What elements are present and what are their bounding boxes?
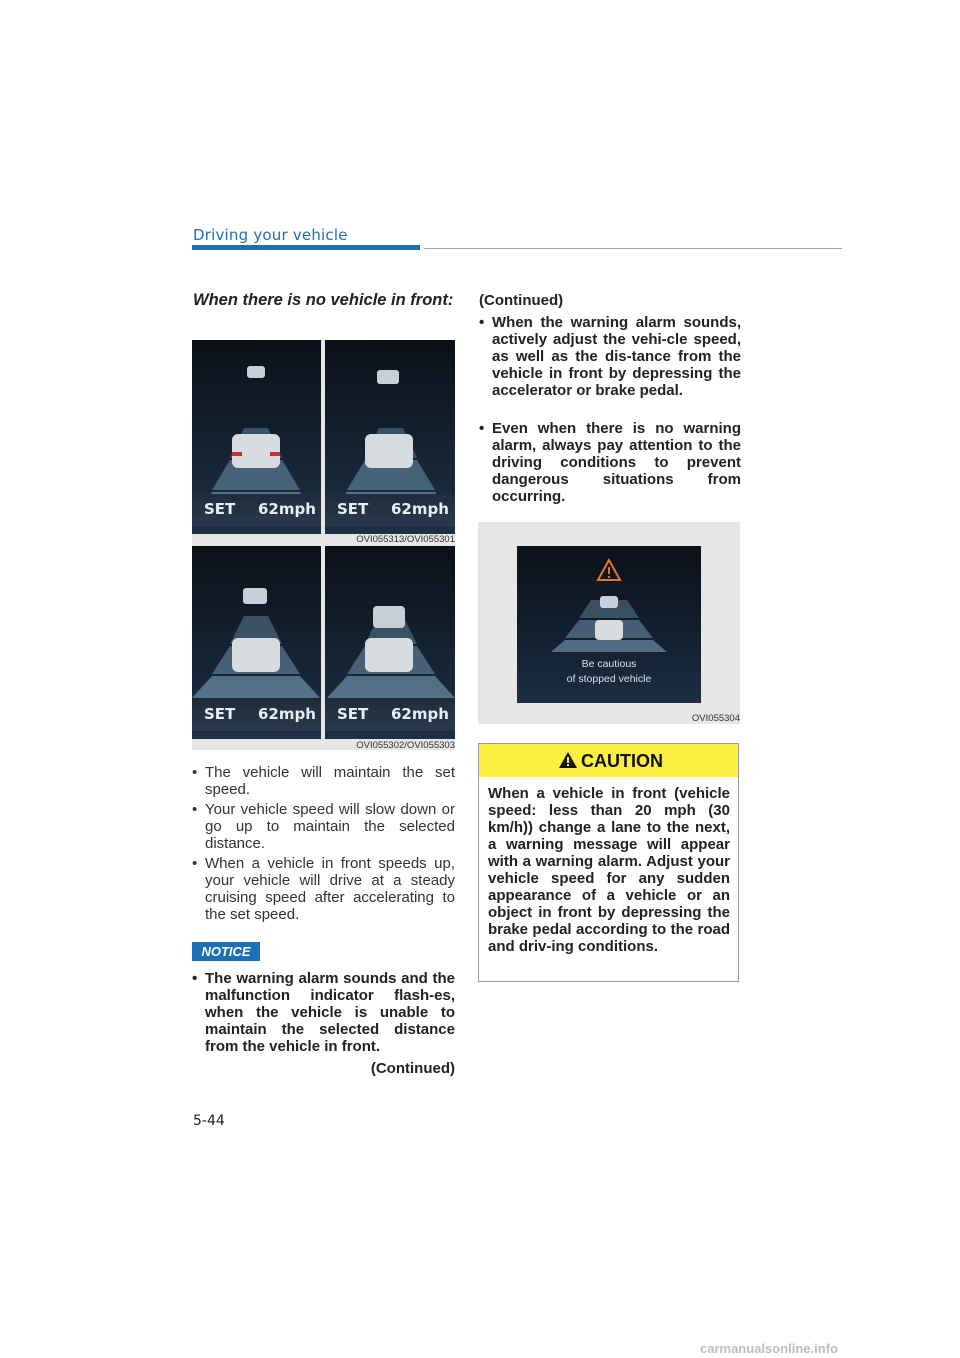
list-item: • Even when there is no warning alarm, always pay attention to the driving conditions to prevent dangerous situations from occurring. (479, 420, 741, 505)
set-speed: 62mph (258, 500, 316, 518)
figure-code: OVI055304 (691, 713, 740, 724)
section-title: Driving your vehicle (193, 226, 348, 244)
list-item: • Your vehicle speed will slow down or go up to maintain the selected distance. (192, 801, 455, 852)
set-label: SET (204, 705, 236, 723)
subheading: When there is no vehicle in front: (193, 291, 454, 309)
display-panel (325, 340, 455, 534)
notice-label: NOTICE (192, 942, 260, 961)
display-panel (192, 340, 321, 534)
set-label: SET (204, 500, 236, 518)
continued-label: (Continued) (370, 1060, 455, 1077)
set-speed: 62mph (258, 705, 316, 723)
figure-code: OVI055302/OVI055303 (356, 740, 455, 751)
set-label: SET (337, 500, 369, 518)
caution-text: When a vehicle in front (vehicle speed: less than 20 mph (30 km/h)) change a lane to the next, a warning message will appear with a warning alarm. Adjust your vehicle speed for any sudden appearance of a vehicle or an object in front by depressing the brake pedal according to the road and driv-ing conditions. (488, 785, 730, 955)
set-speed-bar (192, 494, 321, 526)
list-item: • When the warning alarm sounds, actively adjust the vehi-cle speed, as well as the dis-tance from the vehicle in front by depressing the accelerator or brake pedal. (479, 314, 741, 399)
set-speed-bar (325, 699, 455, 731)
figure-code: OVI055313/OVI055301 (356, 534, 455, 545)
set-speed-bar (192, 699, 321, 731)
page-number: 5-44 (193, 1113, 225, 1129)
set-speed-bar (325, 494, 455, 526)
display-panel (325, 546, 455, 739)
warning-triangle-icon (559, 752, 577, 769)
list-item: • When a vehicle in front speeds up, your vehicle will drive at a steady cruising speed after accelerating to the set speed. (192, 855, 455, 923)
warning-triangle-icon (598, 560, 620, 580)
set-speed: 62mph (391, 500, 449, 518)
warning-message-line1: Be cautious (581, 658, 637, 670)
header-rule (424, 248, 842, 249)
caution-title: CAUTION (581, 751, 663, 771)
set-label: SET (337, 705, 369, 723)
warning-message-line2: of stopped vehicle (566, 673, 652, 685)
watermark: carmanualsonline.info (700, 1341, 838, 1356)
list-item: • The vehicle will maintain the set speed. (192, 764, 455, 798)
continued-label: (Continued) (479, 292, 564, 309)
caution-header (479, 744, 738, 777)
display-panel (192, 546, 321, 739)
set-speed: 62mph (391, 705, 449, 723)
header-accent-bar (192, 245, 420, 250)
notice-item: • The warning alarm sounds and the malfunction indicator flash-es, when the vehicle is unable to maintain the selected distance from the vehicle in front. (192, 970, 455, 1055)
warning-display (517, 546, 701, 703)
